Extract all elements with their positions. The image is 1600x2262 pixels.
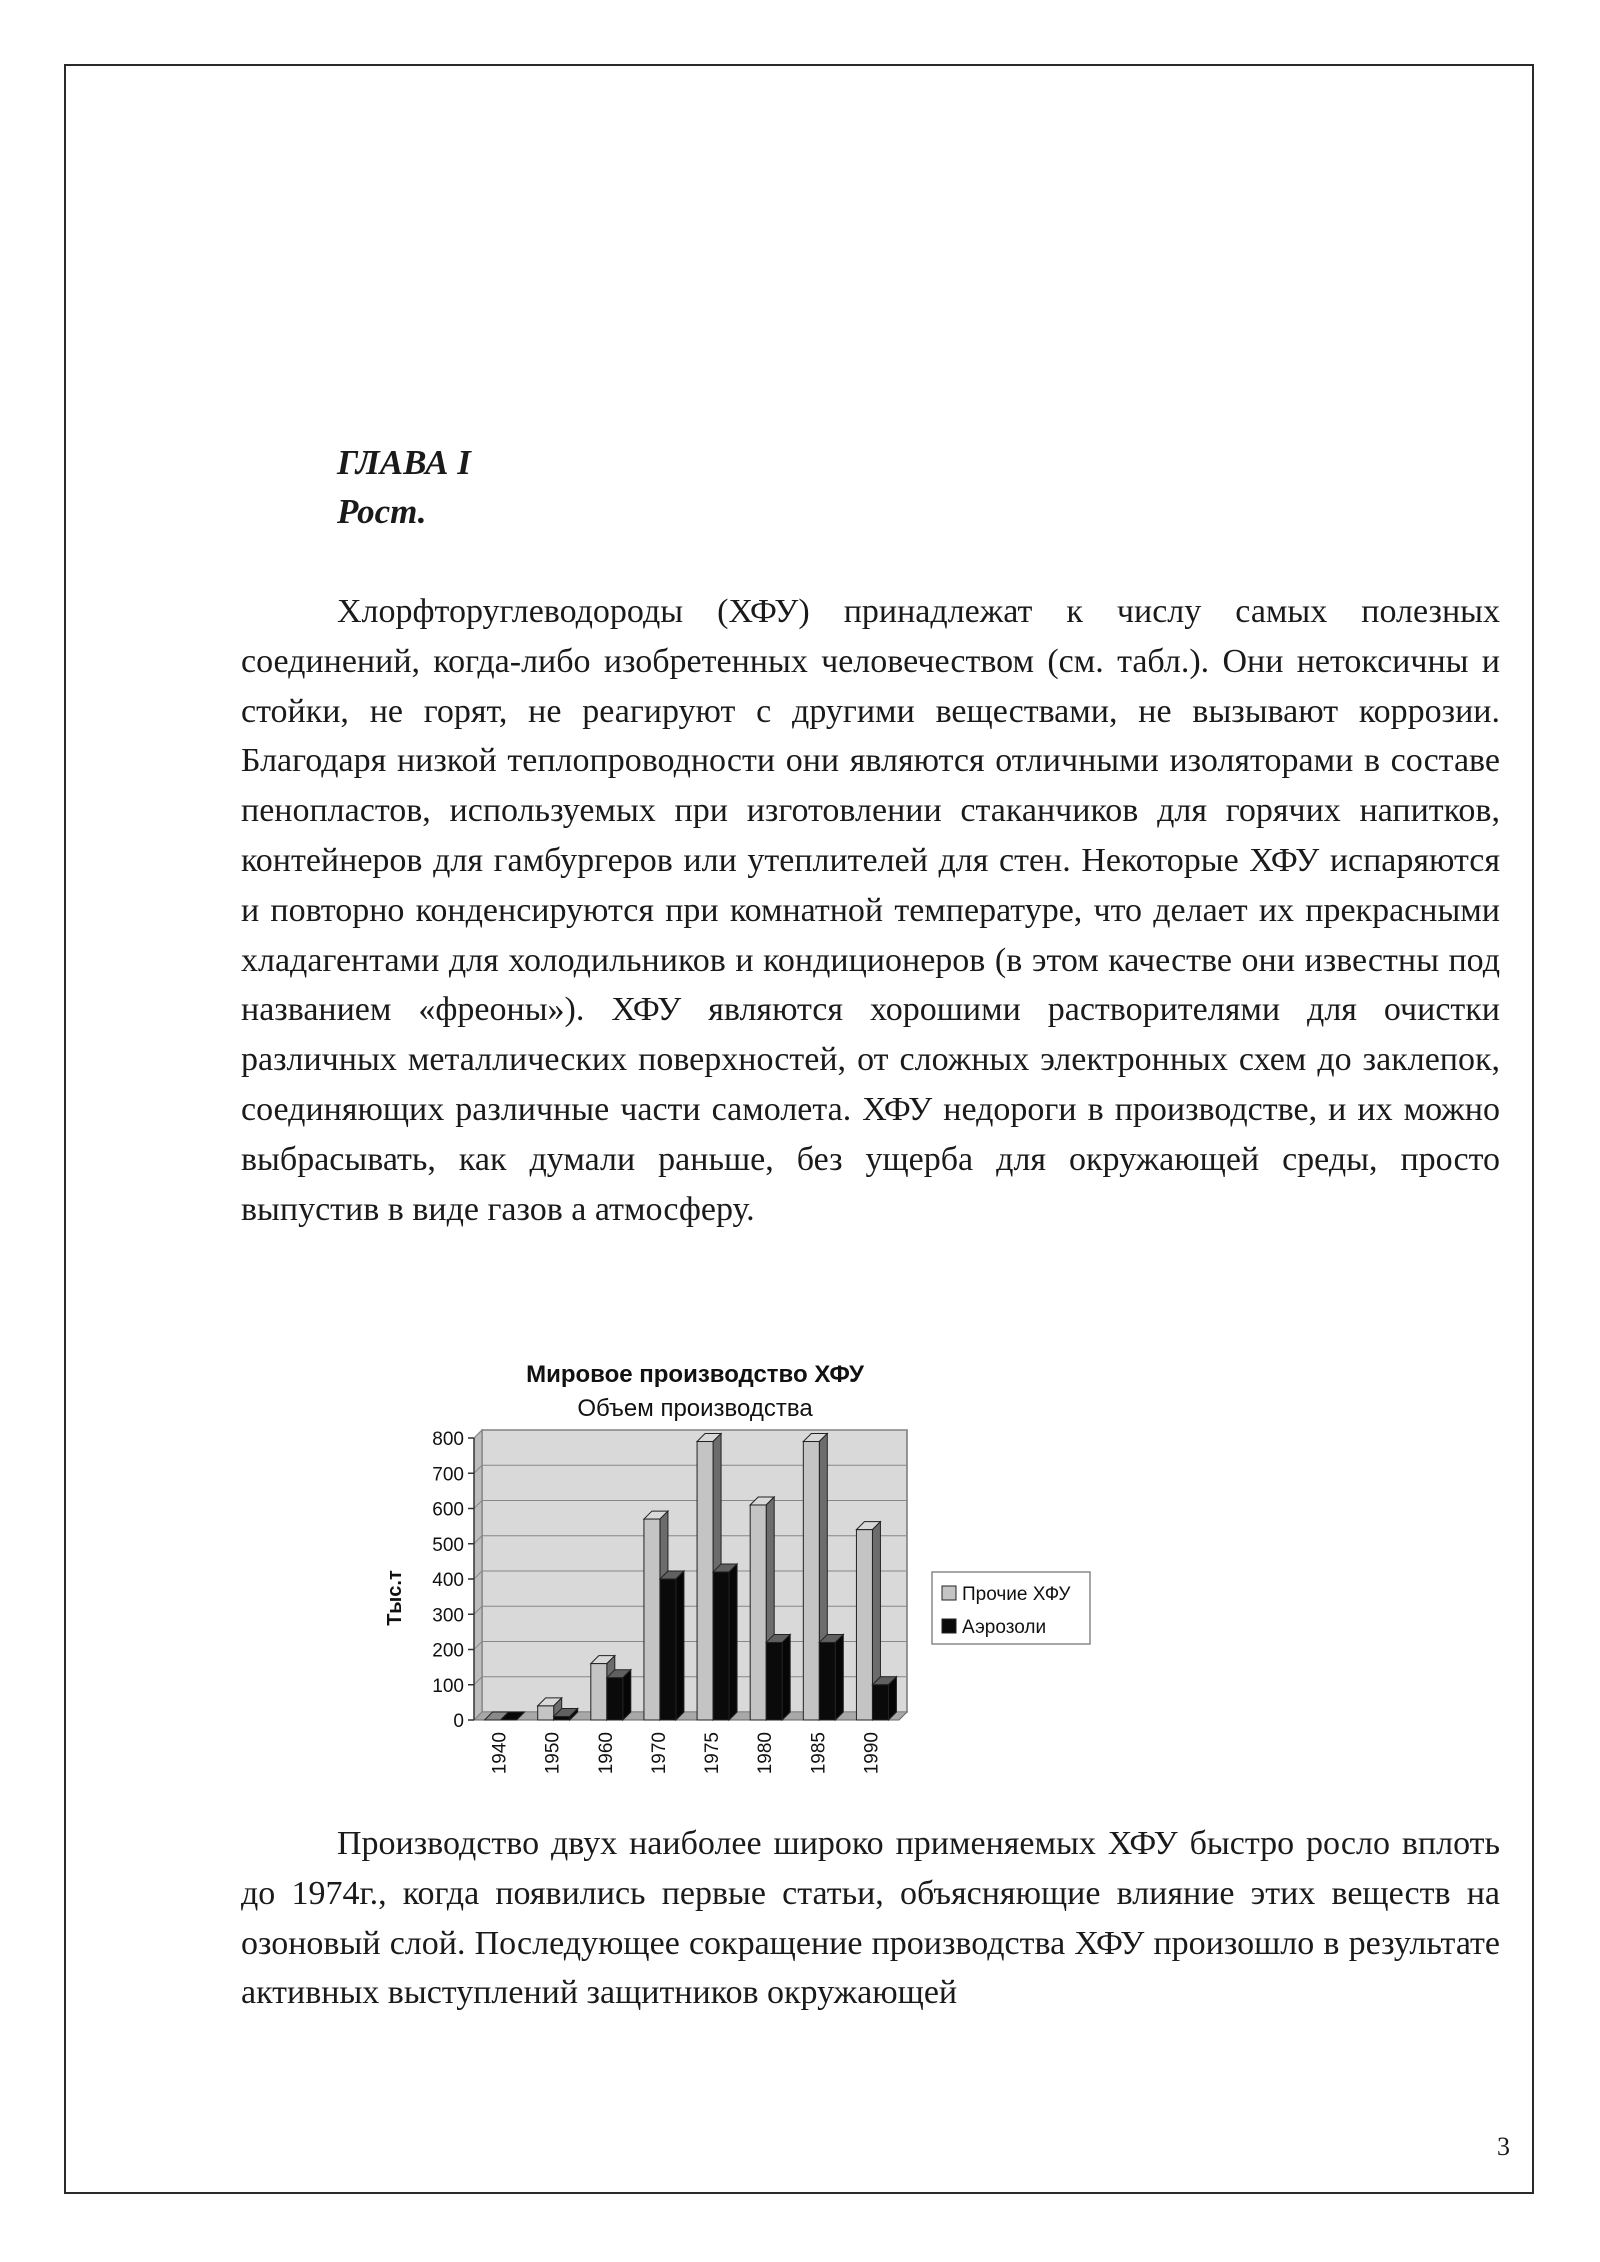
chapter-heading: ГЛАВА I (337, 443, 471, 482)
y-tick-label: 500 (432, 1534, 464, 1556)
bar-front (819, 1642, 835, 1720)
bar-front (660, 1579, 676, 1720)
bar-side (623, 1670, 631, 1720)
x-tick-label: 1970 (648, 1732, 670, 1775)
bar-front (554, 1716, 570, 1720)
bar (872, 1677, 896, 1720)
bar-front (803, 1442, 819, 1720)
bar-front (644, 1519, 660, 1720)
x-tick-label: 1980 (755, 1732, 777, 1775)
body-paragraph-2: Производство двух наиболее широко применяемых ХФУ быстро росло вплоть до 1974г., когда появились первые статьи, объясняющие влияние этих веществ на озоновый слой. Последующее сокращение производства ХФУ произошло в результате активных выступлений защитников окружающей (241, 1825, 1500, 2012)
bar-front (766, 1642, 782, 1720)
bar-front (697, 1442, 713, 1720)
page-number: 3 (1497, 2132, 1510, 2161)
x-tick-label: 1975 (702, 1732, 724, 1775)
y-tick-label: 600 (432, 1499, 464, 1521)
chart-plot-area (432, 1429, 907, 1774)
bar-side (676, 1571, 684, 1720)
y-tick-label: 200 (432, 1640, 464, 1662)
body-paragraph-1: Хлорфторуглеводороды (ХФУ) принадлежат к числу самых полезных соединений, когда-либо изобретенных человечеством (см. табл.). Они нетоксичны и стойки, не горят, не реагируют с другими веществами, не вызывают коррозии. Благодаря низкой теплопроводности они являются отличными изоляторами в составе пенопластов, используемых при изготовлении стаканчиков для горячих напитков, контейнеров для гамбургеров или утеплителей для стен. Некоторые ХФУ испаряются и повторно конденсируются при комнатной температуре, что делает их прекрасными хладагентами для холодильников и кондиционеров (в этом качестве они известны под названием «фреоны»). ХФУ являются хорошими растворителями для очистки различных металлических поверхностей, от сложных электронных схем до заклепок, соединяющих различные части самолета. ХФУ недороги в производстве, и их можно выбрасывать, как думали раньше, без ущерба для окружающей среды, просто выпустив в виде газов а атмосферу. (241, 593, 1500, 1228)
y-axis-label: Тыс.т (384, 1570, 406, 1626)
bar (819, 1634, 843, 1720)
x-tick-label: 1950 (542, 1732, 564, 1775)
y-tick-label: 300 (432, 1605, 464, 1627)
bar (607, 1670, 631, 1720)
y-tick-label: 0 (453, 1711, 464, 1732)
bar (713, 1564, 737, 1720)
x-tick-label: 1990 (861, 1732, 883, 1775)
chart-title: Мировое производство ХФУ (526, 1361, 864, 1388)
x-tick-label: 1960 (595, 1732, 617, 1775)
bar-front (856, 1530, 872, 1720)
chart-subtitle: Объем производства (577, 1395, 813, 1422)
bar-side (729, 1564, 737, 1720)
x-tick-label: 1940 (489, 1732, 511, 1775)
bar-front (538, 1706, 554, 1720)
chapter-subtitle: Рост. (337, 492, 427, 531)
x-tick-label: 1985 (808, 1732, 830, 1775)
legend-swatch (942, 1586, 956, 1600)
bar-side (835, 1634, 843, 1720)
bar (766, 1634, 790, 1720)
y-tick-label: 100 (432, 1675, 464, 1697)
bar (660, 1571, 684, 1720)
legend-label: Прочие ХФУ (962, 1584, 1071, 1605)
legend-swatch (942, 1619, 956, 1633)
bar-front (607, 1678, 623, 1720)
bar-front (872, 1685, 888, 1720)
bar-front (713, 1572, 729, 1720)
bar-front (591, 1664, 607, 1720)
legend-label: Аэрозоли (962, 1617, 1047, 1638)
y-tick-label: 800 (432, 1429, 464, 1450)
chart-legend (932, 1572, 1090, 1644)
bar-side (782, 1634, 790, 1720)
cfc-production-chart (360, 1340, 1100, 1800)
y-tick-label: 700 (432, 1464, 464, 1486)
y-tick-label: 400 (432, 1570, 464, 1591)
bar-front (750, 1505, 766, 1720)
bar-side (888, 1677, 896, 1720)
